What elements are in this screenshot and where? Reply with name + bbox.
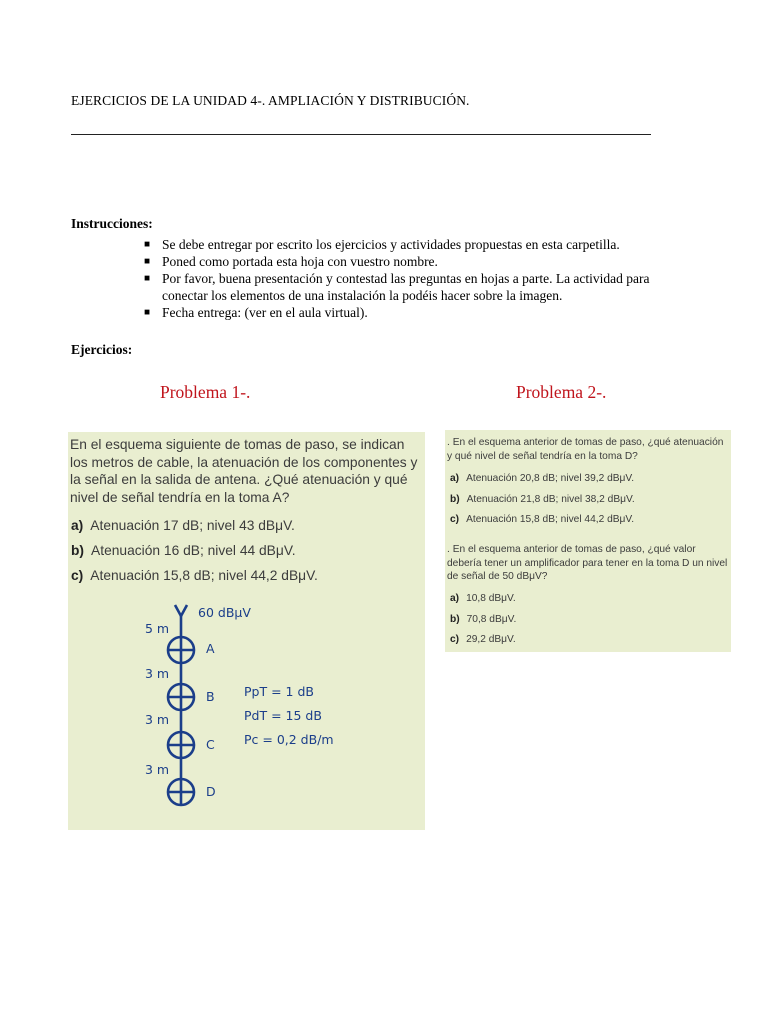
problem-2-q2-options [450,589,516,651]
segment-3-length: 3 m [145,712,170,727]
exercises-heading: Ejercicios: [71,342,133,357]
tap-chain-diagram [68,600,425,830]
antenna-signal: 60 dBμV [198,605,251,620]
tap-D-label: D [206,784,216,799]
bullet-icon: ■ [144,273,151,284]
antenna-icon [175,605,187,616]
option-c: c) Atenuación 15,8 dB; nivel 44,2 dBμV. [450,514,635,525]
bullet-icon: ■ [144,307,151,318]
param-pdt: PdT = 15 dB [244,708,322,723]
tap-A-label: A [206,641,215,656]
option-b: b) Atenuación 21,8 dB; nivel 38,2 dBμV. [450,493,635,505]
problem-1-question: En el esquema siguiente de tomas de paso, se indican los metros de cable, la atenuación de los componentes y la señal en la salida de antena. ¿Qué atenuación y qué nivel de señal tendría en la toma A? [70,437,418,505]
instruction-item: ■ Fecha entrega: (ver en el aula virtual). [144,305,368,320]
problem-2-q1-options [450,469,635,531]
tap-C-label: C [206,737,215,752]
option-a: a) Atenuación 17 dB; nivel 43 dBμV. [71,518,295,533]
instructions-list [144,236,684,321]
option-c: c) 29,2 dBμV. [450,634,516,645]
param-ppt: PpT = 1 dB [244,684,314,699]
segment-1-length: 5 m [145,621,170,636]
segment-4-length: 3 m [145,762,170,777]
instruction-item: ■ Por favor, buena presentación y contestad las preguntas en hojas a parte. La actividad para conectar los elementos de una instalación la podéis hacer sobre la imagen. [144,271,650,303]
document-title: EJERCICIOS DE LA UNIDAD 4-. AMPLIACIÓN Y DISTRIBUCIÓN. [71,93,470,108]
tap-B-label: B [206,689,215,704]
option-a: a) 10,8 dBμV. [450,593,516,604]
problem-1-label: Problema 1-. [160,382,251,402]
problem-2-question-2: . En el esquema anterior de tomas de paso, ¿qué valor debería tener un amplificador para tener en la toma D un nivel de señal de 50 dBμV? [447,544,728,582]
name-underline [71,134,651,135]
option-a: a) Atenuación 20,8 dB; nivel 39,2 dBμV. [450,473,635,484]
param-pc: Pc = 0,2 dB/m [244,732,334,747]
bullet-icon: ■ [144,256,151,267]
option-c: c) Atenuación 15,8 dB; nivel 44,2 dBμV. [71,568,318,583]
problem-2-question-1: . En el esquema anterior de tomas de paso, ¿qué atenuación y qué nivel de señal tendría en la toma D? [447,437,724,462]
segment-2-length: 3 m [145,666,170,681]
problem-1-options [71,513,318,588]
instruction-item: ■ Poned como portada esta hoja con vuestro nombre. [144,254,438,269]
option-b: b) 70,8 dBμV. [450,613,517,625]
instructions-heading: Instrucciones: [71,216,153,231]
option-b: b) Atenuación 16 dB; nivel 44 dBμV. [71,543,296,558]
bullet-icon: ■ [144,239,151,250]
instruction-item: ■ Se debe entregar por escrito los ejercicios y actividades propuestas en esta carpetilla. [144,237,620,252]
problem-2-label: Problema 2-. [516,382,607,402]
